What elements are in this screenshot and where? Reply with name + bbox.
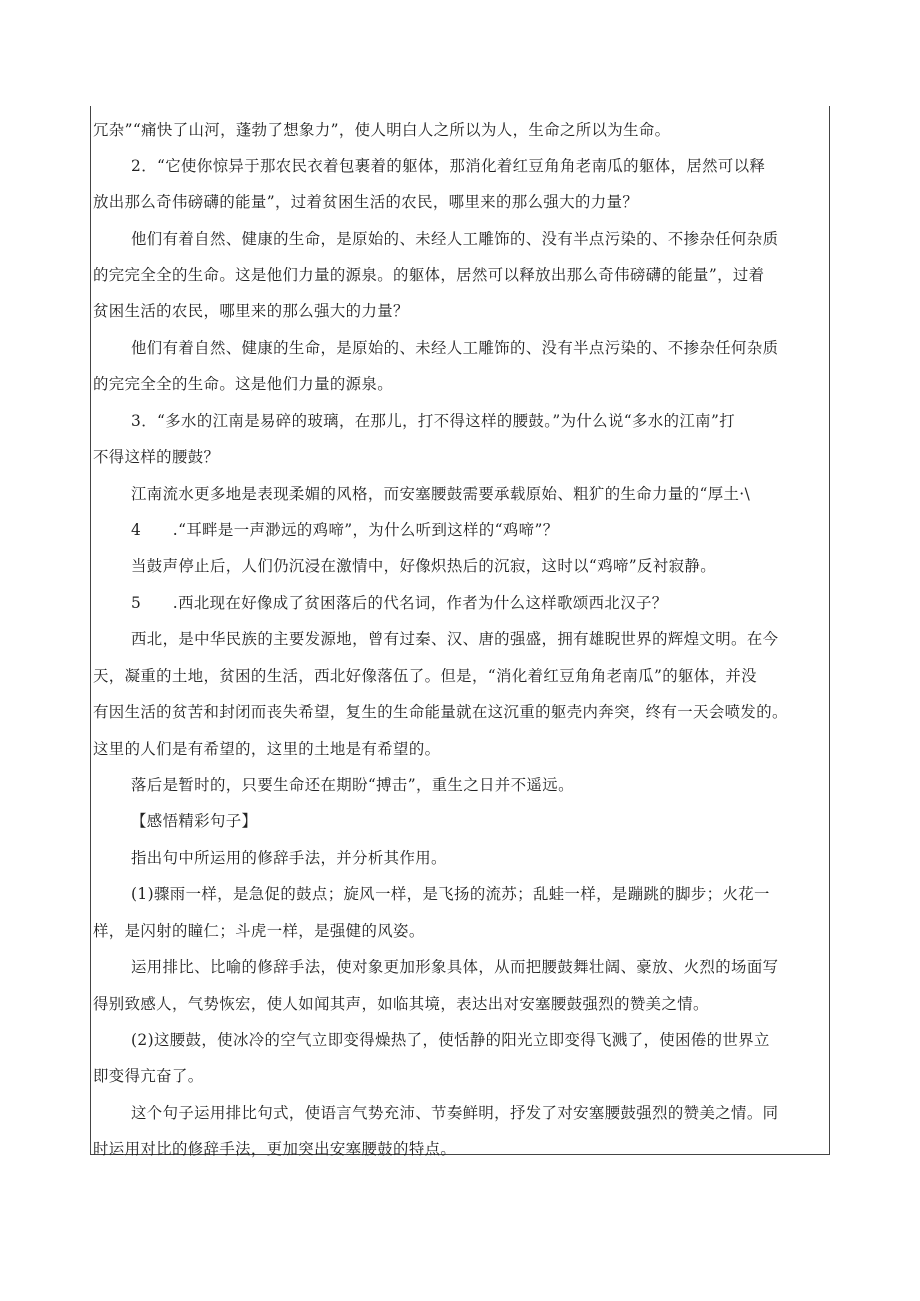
text-line: 放出那么奇伟磅礴的能量”，过着贫困生活的农民，哪里来的那么强大的力量？: [93, 193, 639, 211]
text-line: 天，凝重的土地，贫困的生活，西北好像落伍了。但是，“消化着红豆角角老南瓜”的躯体，并没: [93, 667, 757, 685]
text-line: (1)骤雨一样，是急促的鼓点；旋风一样，是飞扬的流苏；乱蛙一样，是蹦跳的脚步；火花一: [131, 885, 770, 903]
text-line: 他们有着自然、健康的生命，是原始的、未经人工雕饰的、没有半点污染的、不掺杂任何杂质: [131, 339, 779, 357]
text-line: 有因生活的贫苦和封闭而丧失希望，复生的生命能量就在这沉重的躯壳内奔突，终有一天会喷发的。: [93, 703, 788, 721]
section-heading: 【感悟精彩句子】: [131, 812, 258, 830]
text-line: 当鼓声停止后，人们仍沉浸在激情中，好像炽热后的沉寂，这时以“鸡啼”反衬寂静。: [131, 557, 716, 575]
text-line: 指出句中所运用的修辞手法，并分析其作用。: [131, 849, 447, 867]
text-line: 江南流水更多地是表现柔媚的风格，而安塞腰鼓需要承载原始、粗犷的生命力量的“厚土·\: [131, 485, 751, 503]
text-line: 不得这样的腰鼓？: [93, 448, 220, 466]
text-line: 运用排比、比喻的修辞手法，使对象更加形象具体，从而把腰鼓舞壮阔、豪放、火烈的场面写: [131, 958, 779, 976]
text-line: 落后是暂时的，只要生命还在期盼“搏击”，重生之日并不遥远。: [131, 776, 574, 794]
text-line: 2．“它使你惊异于那农民衣着包裹着的躯体，那消化着红豆角角老南瓜的躯体，居然可以释: [131, 157, 766, 175]
text-line: 时运用对比的修辞手法，更加突出安塞腰鼓的特点。: [93, 1140, 457, 1158]
text-line: 4 .“耳畔是一声渺远的鸡啼”，为什么听到这样的“鸡啼”？: [131, 521, 559, 539]
text-line: 这里的人们是有希望的，这里的土地是有希望的。: [93, 740, 441, 758]
text-line: 3．“多水的江南是易碎的玻璃，在那儿，打不得这样的腰鼓。”为什么说“多水的江南”打: [131, 412, 736, 430]
text-line: 他们有着自然、健康的生命，是原始的、未经人工雕饰的、没有半点污染的、不掺杂任何杂质: [131, 230, 779, 248]
text-line: 冗杂”“痛快了山河，蓬勃了想象力”，使人明白人之所以为人，生命之所以为生命。: [93, 121, 671, 139]
text-line: (2)这腰鼓，使冰冷的空气立即变得燥热了，使恬静的阳光立即变得飞溅了，使困倦的世界立: [131, 1031, 770, 1049]
text-line: 样，是闪射的瞳仁；斗虎一样，是强健的风姿。: [93, 922, 425, 940]
text-line: 的完完全全的生命。这是他们力量的源泉。的躯体，居然可以释放出那么奇伟磅礴的能量”，过着: [93, 266, 765, 284]
text-line: 这个句子运用排比句式，使语言气势充沛、节奏鲜明，抒发了对安塞腰鼓强烈的赞美之情。同: [131, 1104, 779, 1122]
text-line: 5 .西北现在好像成了贫困落后的代名词，作者为什么这样歌颂西北汉子？: [131, 594, 668, 612]
text-line: 的完完全全的生命。这是他们力量的源泉。: [93, 375, 394, 393]
text-line: 得别致感人，气势恢宏，使人如闻其声，如临其境，表达出对安塞腰鼓强烈的赞美之情。: [93, 995, 709, 1013]
text-line: 即变得亢奋了。: [93, 1067, 204, 1085]
text-line: 贫困生活的农民，哪里来的那么强大的力量？: [93, 302, 409, 320]
text-line: 西北，是中华民族的主要发源地，曾有过秦、汉、唐的强盛，拥有雄睨世界的辉煌文明。在今: [131, 630, 779, 648]
